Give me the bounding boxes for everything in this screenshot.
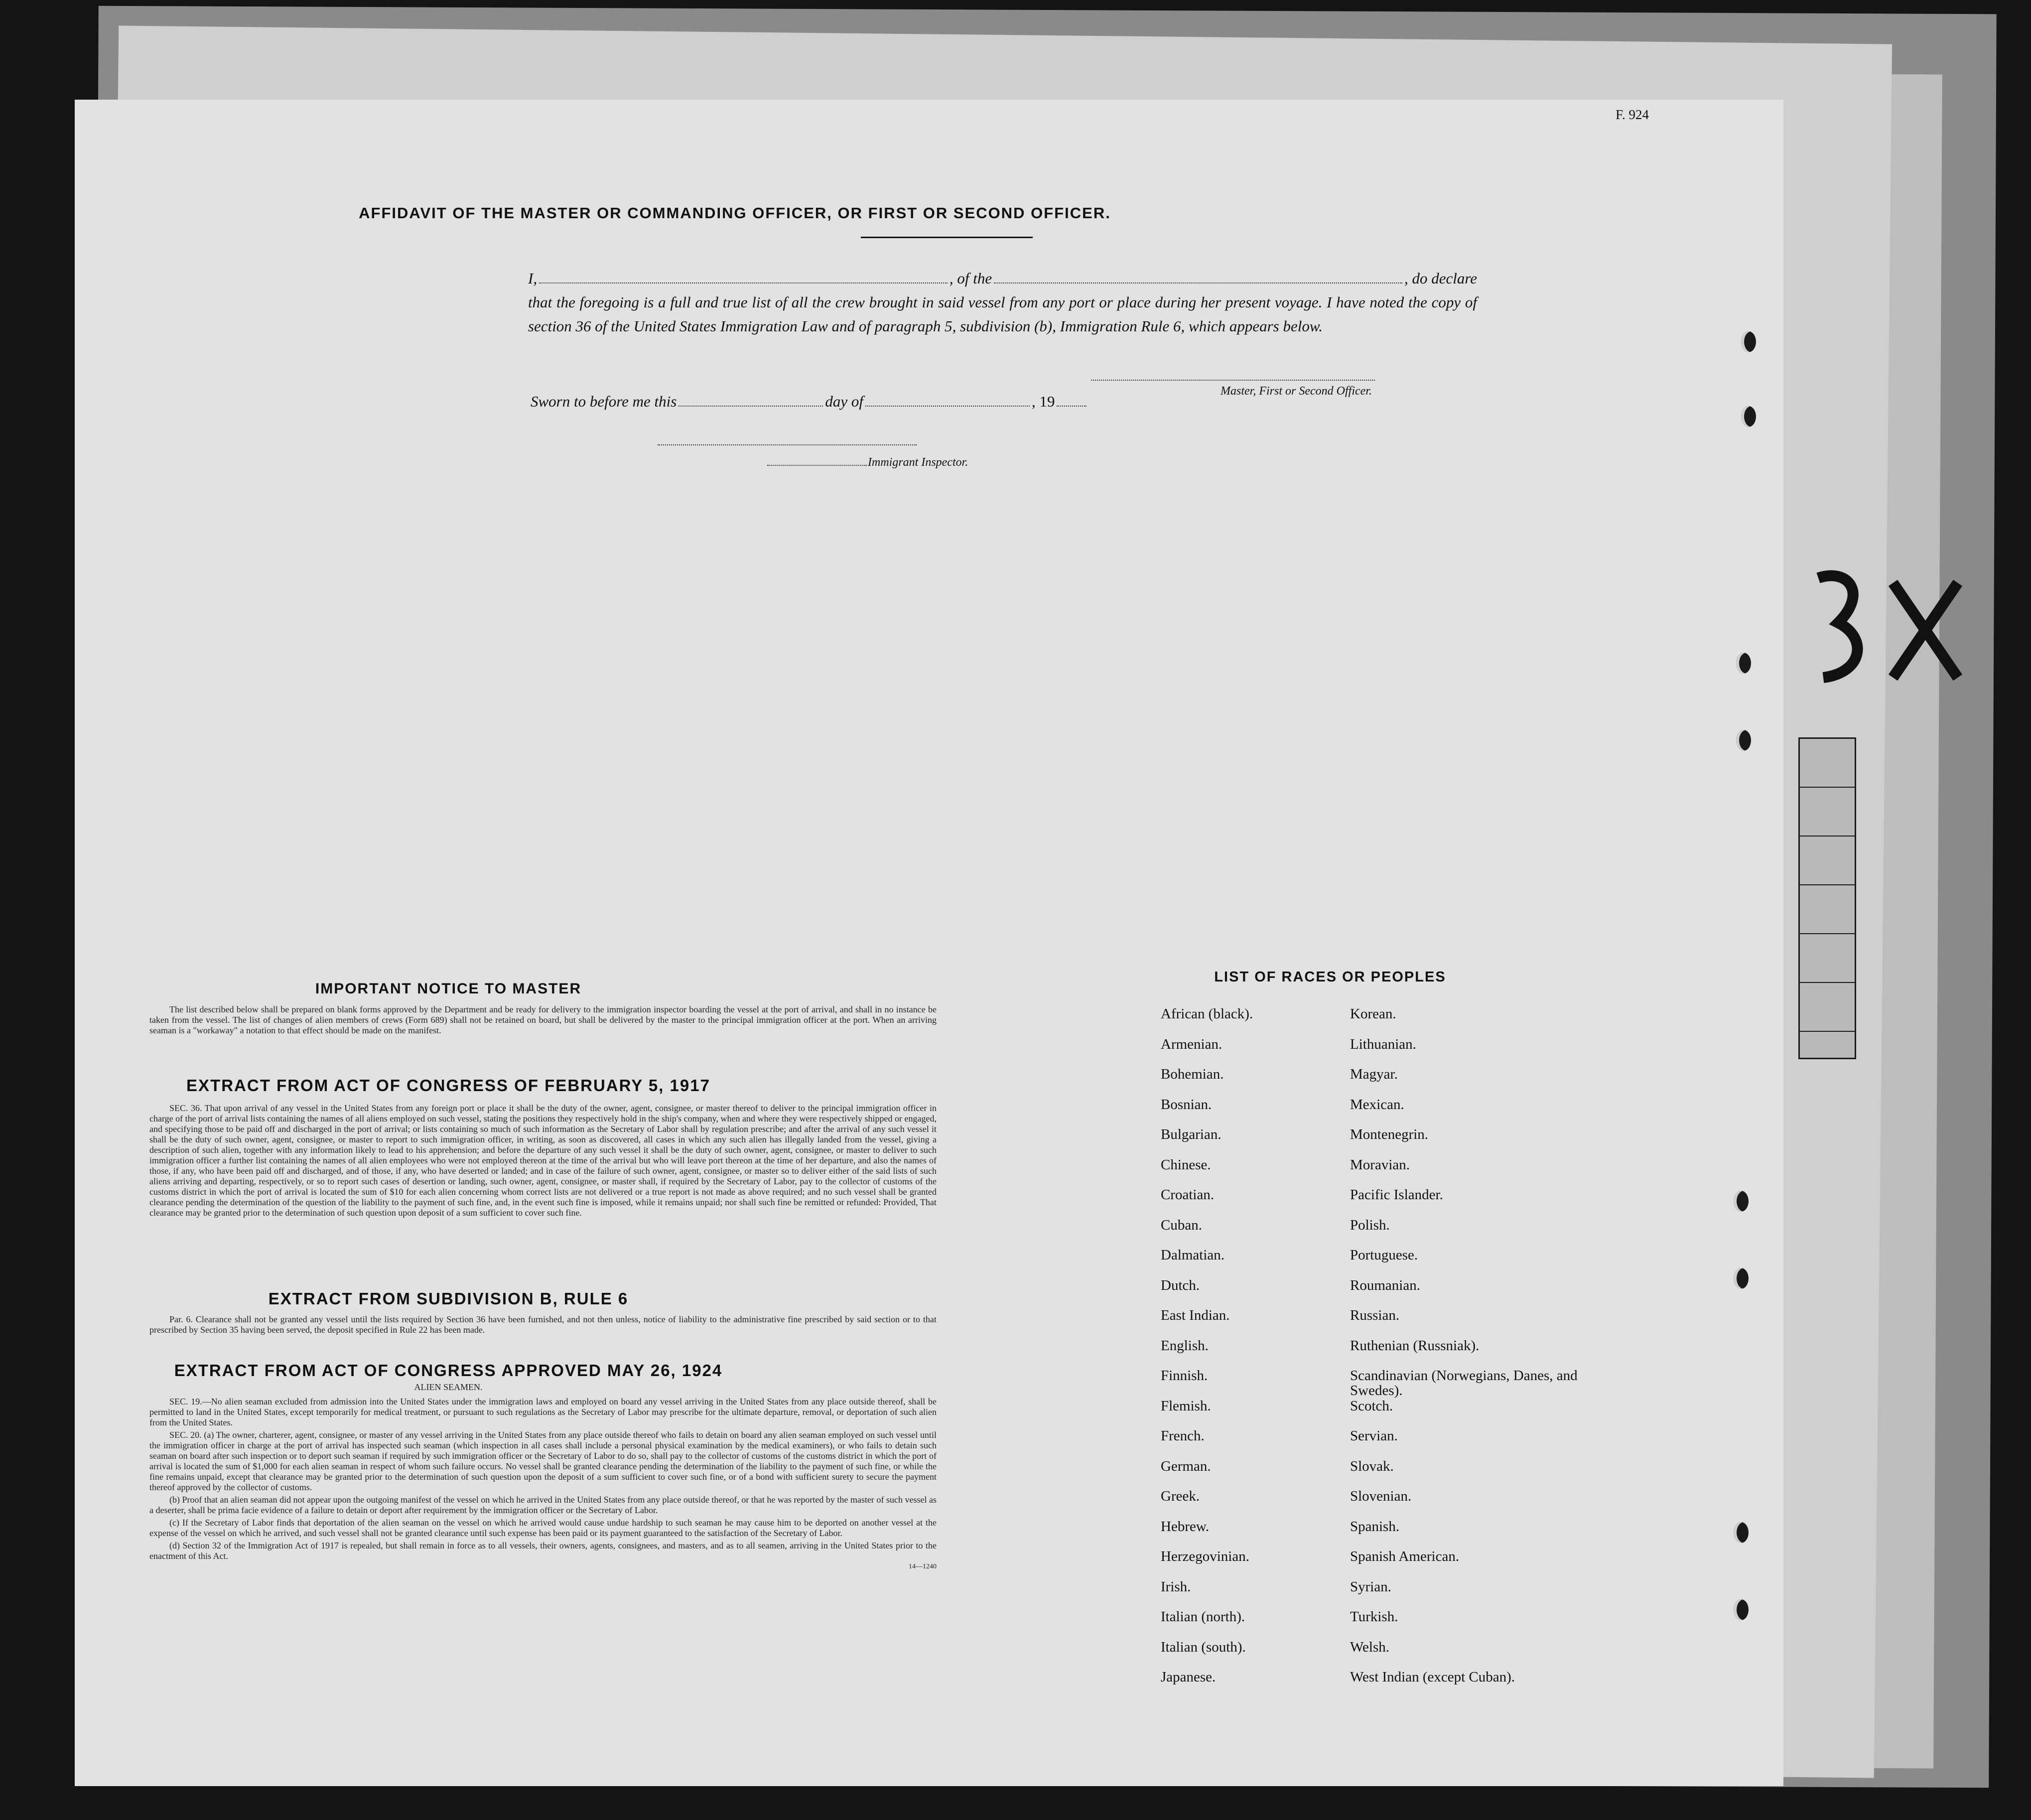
race-item: Roumanian. — [1350, 1277, 1420, 1293]
race-item: African (black). — [1161, 1006, 1253, 1022]
race-item: Mexican. — [1350, 1096, 1404, 1113]
sworn-label: Sworn to before me this — [531, 393, 677, 410]
extract-1917-section — [149, 1076, 937, 1218]
extract-1917-text: SEC. 36. That upon arrival of any vessel in the United States from any foreign port or place it shall be the duty of the owner, agent, consignee, or master thereof to deliver to the principal immigration officer in charge of the port of arrival lists containing the names of all aliens employed on such vessel, stating the positions they respectively hold in the ship's company, when and where they were respectively shipped or engaged, and specifying those to be paid off and discharged in the port of arrival; or lists containing so much of such information as the Secretary of Labor shall by regulation prescribe; and after the arrival of any such vessel it shall be the duty of such owner, agent, consignee, or master to report to such immigration officer, in writing, as soon as discovered, all cases in which any such alien has illegally landed from the vessel, giving a description of such alien, together with any information likely to lead to his apprehension; and before the departure of any such vessel it shall be the duty of such owner, agent, consignee, or master to deliver to such immigration officer a further list containing the names of all alien employees who were not employed thereon at the time of the arrival but who will leave port thereon at the time of her departure, and also the names of those, if any, who have been paid off and discharged, and of those, if any, who have deserted or landed; and in case of the failure of such owner, agent, consignee, or master so to deliver either of the said lists of such aliens arriving and departing, respectively, or so to report such cases of desertion or landing, such owner, agent, consignee, or master shall, if required by the Secretary of Labor, pay to the collector of customs of the customs district in which the port of arrival is located the sum of $10 for each alien concerning whom correct lists are not delivered or a true report is not made as above required; and no such vessel shall be granted clearance pending the determination of the question of the liability to the payment of such fine, and, in the event such fine is imposed, while it remains unpaid; nor shall such fine be remitted or refunded: Provided, That clearance may be granted prior to the determination of such question upon deposit of a sum sufficient to cover such fine. — [149, 1103, 937, 1218]
race-item: Herzegovinian. — [1161, 1548, 1249, 1564]
race-item: Pacific Islander. — [1350, 1187, 1443, 1203]
race-item: Armenian. — [1161, 1036, 1222, 1052]
race-item: Slovenian. — [1350, 1488, 1412, 1504]
races-column-2 — [1350, 1006, 1599, 1700]
race-item: Hebrew. — [1161, 1518, 1210, 1535]
race-item: Italian (south). — [1161, 1639, 1246, 1655]
race-item: Turkish. — [1350, 1609, 1398, 1625]
race-item: Bulgarian. — [1161, 1126, 1221, 1142]
race-item: Polish. — [1350, 1217, 1390, 1233]
race-item: Italian (north). — [1161, 1609, 1245, 1625]
affidavit-declare: , do declare — [1404, 270, 1478, 287]
races-list — [1161, 1006, 1609, 1700]
race-item: Slovak. — [1350, 1458, 1394, 1474]
affidavit-of-the: , of the — [949, 270, 992, 287]
affidavit-body — [528, 267, 1477, 338]
race-item: Cuban. — [1161, 1217, 1202, 1233]
vessel-name-field[interactable] — [994, 281, 1402, 283]
affidavit-i: I, — [528, 270, 538, 287]
inspector-dots — [767, 464, 867, 466]
form-number: F. 924 — [1616, 107, 1649, 122]
race-item: Syrian. — [1350, 1578, 1391, 1595]
race-item: Finnish. — [1161, 1368, 1208, 1384]
extract-rule6-text: Par. 6. Clearance shall not be granted any vessel until the lists required by Section 36 have been furnished, and not then unless, notice of liability to the administrative fine prescribed by said section or to that prescribed by Section 35 having been served, the deposit specified in Rule 22 has been made. — [149, 1314, 937, 1335]
race-item: Croatian. — [1161, 1187, 1215, 1203]
race-item: Portuguese. — [1350, 1247, 1418, 1263]
title-rule — [861, 237, 1033, 238]
sworn-month-field[interactable] — [865, 405, 1030, 407]
race-item: Ruthenian (Russniak). — [1350, 1337, 1480, 1354]
punch-hole — [1734, 1599, 1749, 1620]
race-item: East Indian. — [1161, 1307, 1230, 1323]
races-title: LIST OF RACES OR PEOPLES — [1214, 969, 1446, 985]
race-item: Irish. — [1161, 1578, 1191, 1595]
master-signature-label: Master, First or Second Officer. — [1220, 385, 1372, 398]
sworn-line — [531, 393, 1086, 411]
race-item: Moravian. — [1350, 1156, 1410, 1173]
handwritten-mark — [1808, 563, 1968, 693]
punch-hole — [1741, 331, 1756, 352]
race-item: Chinese. — [1161, 1156, 1211, 1173]
sworn-day-field[interactable] — [678, 405, 823, 407]
race-item: Dalmatian. — [1161, 1247, 1225, 1263]
master-signature-field[interactable] — [1091, 379, 1375, 381]
punch-hole — [1734, 1268, 1749, 1289]
extract-1924-sec20b: (b) Proof that an alien seaman did not appear upon the outgoing manifest of the vessel on which he arrived in the United States from any place outside thereof, or that he was reported by the master of such vessel as a deserter, shall be prima facie evidence of a failure to detain or deport after requirement by the immigration officer or the Secretary of Labor. — [149, 1495, 937, 1515]
year-prefix: , 19 — [1031, 393, 1055, 410]
punch-hole — [1741, 406, 1756, 427]
punch-hole — [1734, 1191, 1749, 1212]
affidavit-title: AFFIDAVIT OF THE MASTER OR COMMANDING OFFICER, OR FIRST OR SECOND OFFICER. — [359, 204, 1111, 222]
race-item: Bosnian. — [1161, 1096, 1212, 1113]
officer-name-field[interactable] — [539, 281, 948, 283]
race-item: Japanese. — [1161, 1669, 1216, 1685]
extract-1924-title: EXTRACT FROM ACT OF CONGRESS APPROVED MAY 26, 1924 — [174, 1361, 723, 1380]
race-item: Korean. — [1350, 1006, 1396, 1022]
punch-hole — [1736, 653, 1751, 674]
race-item: German. — [1161, 1458, 1211, 1474]
race-item: Bohemian. — [1161, 1066, 1224, 1082]
punch-hole — [1734, 1522, 1749, 1543]
race-item: Spanish. — [1350, 1518, 1400, 1535]
race-item: English. — [1161, 1337, 1209, 1354]
race-item: Dutch. — [1161, 1277, 1200, 1293]
race-item: Spanish American. — [1350, 1548, 1460, 1564]
extract-1917-title: EXTRACT FROM ACT OF CONGRESS OF FEBRUARY 5, 1917 — [186, 1076, 710, 1095]
underlying-table-fragment — [1798, 737, 1856, 1059]
inspector-signature-field[interactable] — [658, 443, 917, 445]
race-item: Greek. — [1161, 1488, 1200, 1504]
race-item: Flemish. — [1161, 1398, 1211, 1414]
race-item: Russian. — [1350, 1307, 1400, 1323]
inspector-label: Immigrant Inspector. — [868, 456, 968, 469]
extract-rule6-section — [149, 1289, 937, 1335]
extract-1924-sec20a: SEC. 20. (a) The owner, charterer, agent, consignee, or master of any vessel arriving in the United States from any place outside thereof who fails to detain on board any alien seaman employed on such vessel until the immigration officer in charge at the port of arrival has inspected such seaman (which inspection in all cases shall include a personal physical examination by the medical examiners), or who fails to detain such seaman on board after such inspection or to deport such seaman if required by such immigration officer or the Secretary of Labor to do so, shall pay to the collector of customs of the customs district in which the port of arrival is located the sum of $1,000 for each alien seaman in respect of whom such failure occurs. No vessel shall be granted clearance pending the determination of the liability to the payment of such fine, or while the fine remains unpaid, except that clearance may be granted prior to the determination of such question upon the deposit of a sum sufficient to cover such fine, or of a bond with sufficient surety to secure the payment thereof approved by the collector of customs. — [149, 1430, 937, 1492]
race-item: Servian. — [1350, 1428, 1398, 1444]
extract-1924-sec19: SEC. 19.—No alien seaman excluded from admission into the United States under the immigration laws and employed on board any vessel arriving in the United States from any place outside thereof, shall be permitted to land in the United States, except temporarily for medical treatment, or pursuant to such regulations as the Secretary of Labor may prescribe for the ultimate departure, removal, or deportation of such alien from the United States. — [149, 1397, 937, 1427]
day-of-label: day of — [825, 393, 863, 410]
race-item: Scotch. — [1350, 1398, 1393, 1414]
inspector-line — [767, 456, 968, 469]
extract-1924-sec20d: (d) Section 32 of the Immigration Act of 1917 is repealed, but shall remain in force as to all vessels, their owners, agents, consignees, and masters, and as to all seamen, arriving in the United States prior to the enactment of this Act. — [149, 1540, 937, 1561]
extract-1924-subtitle: ALIEN SEAMEN. — [414, 1382, 483, 1392]
sworn-year-field[interactable] — [1057, 405, 1086, 407]
race-item: Scandinavian (Norwegians, Danes, and Swedes). — [1350, 1368, 1578, 1399]
race-item: French. — [1161, 1428, 1205, 1444]
manifest-page — [75, 100, 1783, 1786]
print-code: 14—1240 — [909, 1563, 937, 1570]
race-item: Montenegrin. — [1350, 1126, 1429, 1142]
extract-rule6-title: EXTRACT FROM SUBDIVISION B, RULE 6 — [268, 1289, 629, 1308]
notice-title: IMPORTANT NOTICE TO MASTER — [315, 980, 582, 997]
race-item: Welsh. — [1350, 1639, 1390, 1655]
affidavit-statement: that the foregoing is a full and true list of all the crew brought in said vessel from any port or place during her present voyage. I have noted the copy of section 36 of the United States Immigration Law and of paragraph 5, subdivision (b), Immigration Rule 6, which appears below. — [528, 293, 1477, 335]
race-item: Lithuanian. — [1350, 1036, 1416, 1052]
race-item: Magyar. — [1350, 1066, 1398, 1082]
races-column-1 — [1161, 1006, 1350, 1700]
race-item: West Indian (except Cuban). — [1350, 1669, 1515, 1685]
extract-1924-section — [149, 1361, 937, 1572]
extract-1924-sec20c: (c) If the Secretary of Labor finds that deportation of the alien seaman on the vessel on which he arrived would cause undue hardship to such seaman he may cause him to be deported on another vessel at the expense of the vessel on which he arrived, and such vessel shall not be granted clearance until such expense has been paid or its payment guaranteed to the satisfaction of the Secretary of Labor. — [149, 1518, 937, 1538]
punch-hole — [1736, 730, 1751, 751]
notice-text: The list described below shall be prepared on blank forms approved by the Department and be ready for delivery to the immigration inspector boarding the vessel at the port of arrival, and shall in no instance be taken from the vessel. The list of changes of alien members of crews (Form 689) shall not be retained on board, but shall be delivered by the master to the principal immigration officer at the port. When an arriving seaman is a "workaway" a notation to that effect should be made on the manifest. — [149, 1004, 937, 1035]
notice-section — [149, 980, 937, 1036]
